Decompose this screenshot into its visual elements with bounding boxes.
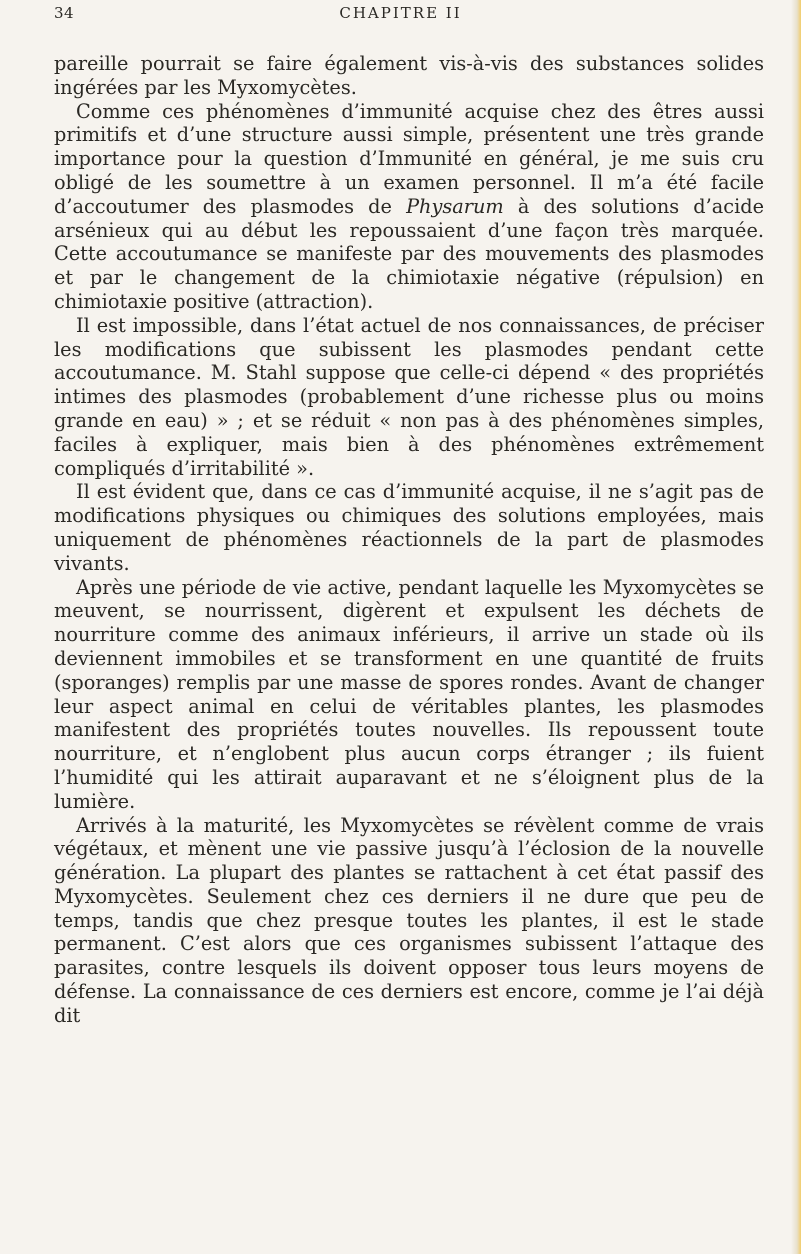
- page-edge: [791, 0, 801, 1254]
- text-segment: à des solutions d’acide arsénieux qui au début les repoussaient d’une façon très marquée. Cette accoutumance se manifeste par des mouvements des plasmodes et par le changement de la chimiotaxie négative (répulsion) en chimiotaxie positive (attraction).: [54, 194, 764, 313]
- italic-term: Physarum: [406, 194, 504, 218]
- paragraph: [54, 52, 764, 100]
- text-segment: Après une période de vie active, pendant laquelle les Myxomycètes se meuvent, se nourrissent, digèrent et expulsent les déchets de nourriture comme des animaux inférieurs, il arrive un stade où ils deviennent immobiles et se transforment en une quantité de fruits (sporanges) remplis par une masse de spores rondes. Avant de changer leur aspect animal en celui de véritables plantes, les plasmodes manifestent des propriétés toutes nouvelles. Ils repoussent toute nourriture, et n’englobent plus aucun corps étranger ; ils fuient l’humidité qui les attirait auparavant et ne s’éloignent plus de la lumière.: [54, 575, 764, 813]
- body-text: [54, 52, 764, 1028]
- running-head: CHAPITRE II: [339, 4, 462, 22]
- text-segment: Arrivés à la maturité, les Myxomycètes se révèlent comme de vrais végétaux, et mènent une vie passive jusqu’à l’éclosion de la nouvelle génération. La plupart des plantes se rattachent à cet état passif des Myxomycètes. Seulement chez ces derniers il ne dure que peu de temps, tandis que chez presque toutes les plantes, il est le stade permanent. C’est alors que ces organismes subissent l’attaque des parasites, contre lesquels ils doivent opposer tous leurs moyens de défense. La connaissance de ces derniers est encore, comme je l’ai déjà dit: [54, 813, 764, 1027]
- text-segment: pareille pourrait se faire également vis-à-vis des substances solides ingérées par les Myxomycètes.: [54, 52, 764, 99]
- paragraph: [54, 814, 764, 1028]
- text-segment: Il est impossible, dans l’état actuel de nos connaissances, de préciser les modifications que subissent les plasmodes pendant cette accoutumance. M. Stahl suppose que celle-ci dépend « des propriétés intimes des plasmodes (probablement d’une richesse plus ou moins grande en eau) » ; et se réduit « non pas à des phénomènes simples, faciles à expliquer, mais bien à des phénomènes extrêmement compliqués d’irritabilité ».: [54, 313, 764, 480]
- text-segment: Comme ces phénomènes d’immunité acquise chez des êtres aussi primitifs et d’une structure aussi simple, présentent une très grande importance pour la question d’Immunité en général, je me suis cru obligé de les soumettre à un examen personnel. Il m’a été facile d’accoutumer des plasmodes de: [54, 99, 764, 218]
- paragraph: [54, 576, 764, 814]
- paragraph: [54, 100, 764, 314]
- paragraph: [54, 480, 764, 575]
- text-segment: Il est évident que, dans ce cas d’immunité acquise, il ne s’agit pas de modifications physiques ou chimiques des solutions employées, mais uniquement de phénomènes réactionnels de la part de plasmodes vivants.: [54, 480, 764, 575]
- paragraph: [54, 314, 764, 481]
- page-number: 34: [54, 4, 75, 22]
